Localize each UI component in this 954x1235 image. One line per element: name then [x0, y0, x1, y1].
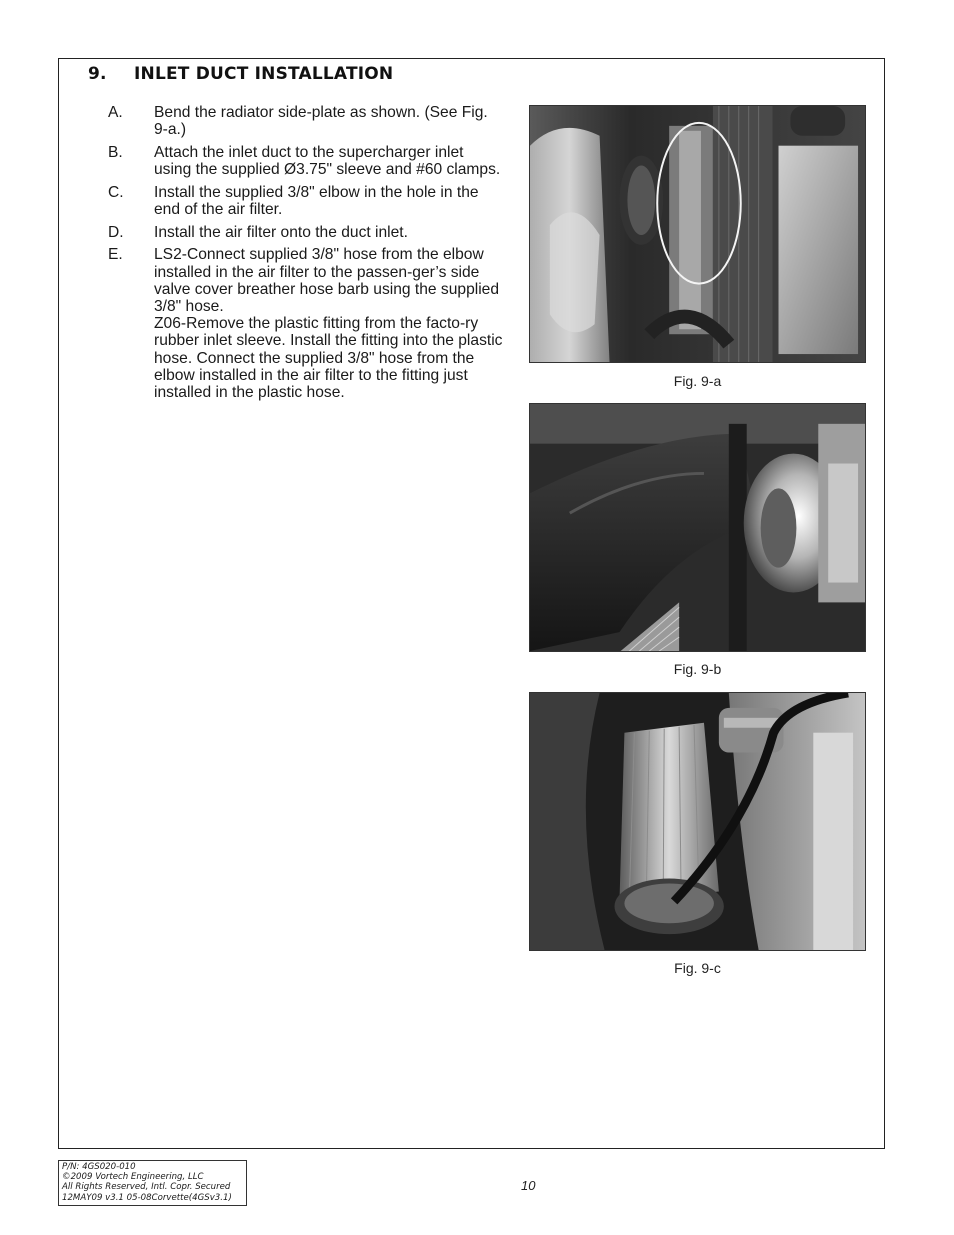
figure-9b-photo	[529, 403, 866, 652]
footer-part-info	[58, 1160, 247, 1206]
step-a	[108, 104, 503, 138]
step-e	[108, 246, 503, 401]
step-text-z06: Z06-Remove the plastic fitting from the facto-ry rubber inlet sleeve. Install the fitting into the plastic hose. Connect the supplied 3/8" hose from the elbow installed in the air filter to the fitting just installed in the plastic hose.	[154, 315, 503, 402]
step-letter: C.	[108, 183, 124, 201]
footer-version: 12MAY09 v3.1 05-08Corvette(4GSv3.1)	[62, 1192, 232, 1203]
step-text-ls2: LS2-Connect supplied 3/8" hose from the elbow installed in the air filter to the passen-ger’s side valve cover breather hose barb using the supplied 3/8" hose.	[154, 246, 500, 316]
section-title: INLET DUCT INSTALLATION	[134, 64, 394, 84]
step-text: Bend the radiator side-plate as shown. (See Fig. 9-a.)	[154, 104, 488, 139]
step-b	[108, 144, 503, 178]
step-letter: B.	[108, 143, 123, 161]
figure-9c-caption: Fig. 9-c	[674, 960, 721, 976]
step-d	[108, 224, 503, 241]
figure-9a-caption: Fig. 9-a	[673, 373, 722, 389]
figure-9b-caption: Fig. 9-b	[673, 661, 722, 677]
page-number: 10	[521, 1178, 536, 1193]
instruction-steps	[108, 104, 503, 407]
footer-rights: All Rights Reserved, Intl. Copr. Secured	[62, 1182, 231, 1193]
step-letter: A.	[108, 104, 123, 121]
figure-9c-photo	[529, 692, 866, 951]
step-text: Install the supplied 3/8" elbow in the hole in the end of the air filter.	[154, 183, 479, 219]
step-text: Install the air filter onto the duct inlet.	[154, 223, 408, 241]
step-letter: D.	[108, 223, 124, 241]
footer-copyright: ©2009 Vortech Engineering, LLC	[62, 1172, 204, 1183]
step-text: Attach the inlet duct to the supercharger inlet using the supplied Ø3.75" sleeve and #60 clamps.	[154, 143, 501, 179]
step-letter: E.	[108, 246, 123, 264]
step-c	[108, 184, 503, 218]
figure-9a-photo	[529, 105, 866, 363]
section-heading	[88, 64, 393, 84]
section-number: 9.	[88, 64, 107, 84]
footer-part-number: P/N: 4GS020-010	[62, 1162, 136, 1172]
